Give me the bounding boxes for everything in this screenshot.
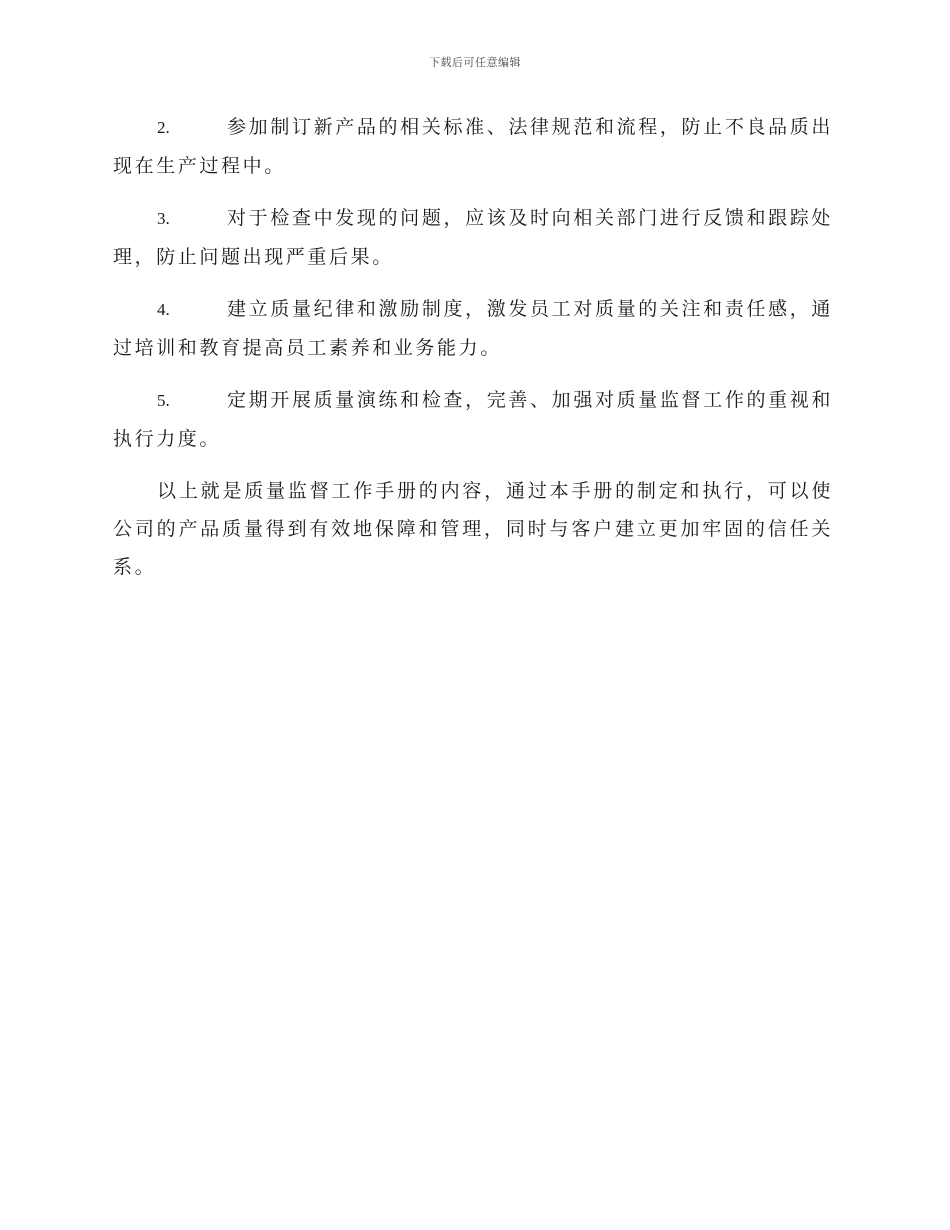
document-body (113, 108, 833, 586)
conclusion-paragraph: 以上就是质量监督工作手册的内容，通过本手册的制定和执行，可以使公司的产品质量得到有效地保障和管理，同时与客户建立更加牢固的信任关系。 (113, 480, 833, 578)
list-item (113, 108, 833, 185)
list-item-text: 参加制订新产品的相关标准、法律规范和流程，防止不良品质出现在生产过程中。 (113, 116, 833, 177)
page-header-note: 下载后可任意编辑 (429, 56, 521, 69)
list-item (113, 381, 833, 458)
list-item-number: 5. (157, 391, 170, 410)
list-item (113, 199, 833, 276)
list-item-text: 对于检查中发现的问题，应该及时向相关部门进行反馈和跟踪处理，防止问题出现严重后果。 (113, 207, 833, 268)
list-item-text: 建立质量纪律和激励制度，激发员工对质量的关注和责任感，通过培训和教育提高员工素养和业务能力。 (113, 298, 833, 359)
list-item-number: 2. (157, 118, 170, 137)
list-item (113, 290, 833, 367)
list-item-text: 定期开展质量演练和检查，完善、加强对质量监督工作的重视和执行力度。 (113, 389, 833, 450)
list-item-number: 4. (157, 300, 170, 319)
list-item-number: 3. (157, 209, 170, 228)
